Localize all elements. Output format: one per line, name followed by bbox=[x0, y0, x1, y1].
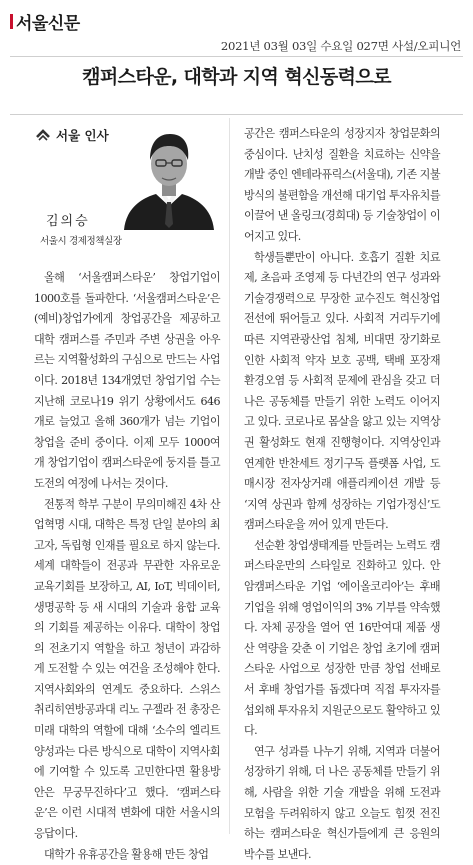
chevron-up-icon bbox=[36, 129, 50, 141]
header-rule bbox=[10, 56, 463, 57]
newspaper-masthead bbox=[10, 9, 80, 34]
masthead-accent-mark bbox=[10, 14, 13, 29]
article-paragraph: 선순환 창업생태계를 만들려는 노력도 캠퍼스타운만의 스타일로 진화하고 있다. 안암캠퍼스타운 기업 ‘에이올코리아’는 후배기업을 위해 영업이익의 3% 기부를 약속했다. 자체 공장을 열어 연 16만여대 제품 생산 역량을 갖춘 이 기업은 창업 초기에 캠퍼스타운 사업으로 성장한 만큼 창업 선배로서 후배 창업가를 돕겠다며 직접 투자자를 섭외해 투자유치 지원군으로도 활약하고 있다. bbox=[244, 538, 440, 738]
article-paragraph: 전통적 학부 구분이 무의미해진 4차 산업혁명 시대, 대학은 특정 단일 분야의 최고자, 독립형 인재를 필요로 하지 않는다. 세계 대학들이 전공과 무관한 자유로운 교육기회를 보장하고, AI, IoT, 빅데이터, 생명공학 등 새 시대의 기술과 융합 교육의 기회를 제공하는 이유다. 대학이 창업의 전초기지 역할을 하고 청년이 과감하게 도전할 수 있는 여건을 조성해야 한다. 지역사회와의 연계도 중요하다. 스위스 취리히연방공과대 리노 구젤라 전 총장은 미래 대학의 역할에 대해 ‘소수의 엘리트 양성과는 다른 방식으로 대학이 지역사회에 기여할 수 있도록 고민한다면 활용방안은 무궁무진하다’고 했다. ‘캠퍼스타운’은 이런 시대적 변화에 대한 서울시의 응답이다. bbox=[34, 497, 220, 841]
article-column-right bbox=[244, 124, 440, 865]
headline-rule bbox=[10, 114, 463, 115]
article-paragraph: 대학가 유휴공간을 활용해 만든 창업 bbox=[44, 847, 209, 861]
section-label bbox=[36, 126, 109, 144]
column-divider bbox=[229, 118, 230, 834]
author-title: 서울시 경제정책실장 bbox=[40, 236, 122, 247]
newspaper-name: 서울신문 bbox=[16, 14, 80, 34]
headline: 캠퍼스타운, 대학과 지역 혁신동력으로 bbox=[82, 66, 391, 88]
author-portrait bbox=[120, 126, 218, 230]
article-column-left bbox=[34, 268, 220, 865]
article-paragraph-continued: 공간은 캠퍼스타운의 성장지자 창업문화의 중심이다. 난치성 질환을 치료하는 신약을 개발 중인 엔테라퓨릭스(서울대), 기존 지불방식의 불편함을 개선해 대기업 투자유치를 이끌어 낸 올링크(경희대) 등 기술창업이 이어지고 있다. bbox=[244, 127, 440, 243]
author-name: 김의승 bbox=[46, 214, 90, 229]
section-label-text: 서울 인사 bbox=[56, 128, 109, 143]
dateline: 2021년 03월 03일 수요일 027면 사설/오피니언 bbox=[220, 39, 461, 53]
article-paragraph: 올해 ‘서울캠퍼스타운’ 창업기업이 1000호를 돌파한다. ‘서울캠퍼스타운’은 (예비)창업가에게 창업공간을 제공하고 대학 캠퍼스를 주민과 주변 상권을 아우르는 지역활성화의 구심으로 만드는 사업이다. 2018년 134개였던 창업기업 수는 지난해 코로나19 위기 상황에서도 646개로 늘었고 올해 360개가 넘는 기업이 창업을 준비 중이다. 이제 모두 1000여개 창업기업이 캠퍼스타운에 둥지를 틀고 도전의 여정에 나서는 것이다. bbox=[34, 271, 220, 490]
article-paragraph: 연구 성과를 나누기 위해, 지역과 더불어 성장하기 위해, 더 나은 공동체를 만들기 위해, 사람을 위한 기술 개발을 위해 도전과 모험을 두려워하지 않고 오늘도 힘껏 전진하는 캠퍼스타운 혁신가들에게 큰 응원의 박수를 보낸다. bbox=[244, 744, 440, 861]
article-paragraph: 학생들뿐만이 아니다. 호흡기 질환 치료제, 초음파 조영제 등 다년간의 연구 성과와 기술경쟁력으로 무장한 교수진도 혁신창업 전선에 뛰어들고 있다. 사회적 거리두기에 따른 지역관광산업 침체, 비대면 장기화로 인한 사회적 약자 보호 공백, 택배 포장재 환경오염 등 사회적 문제에 관심을 갖고 더 나은 공동체를 만들기 위한 노력도 이어지고 있다. 코로나로 몸살을 앓고 있는 지역상권 활성화도 현재 진행형이다. 지역상인과 연계한 반찬세트 정기구독 플랫폼 사업, 도매시장 전자상거래 애플리케이션 개발 등 ‘지역 상권과 함께 성장하는 기업가정신’도 캠퍼스타운을 꺼어 있게 만든다. bbox=[244, 250, 440, 532]
